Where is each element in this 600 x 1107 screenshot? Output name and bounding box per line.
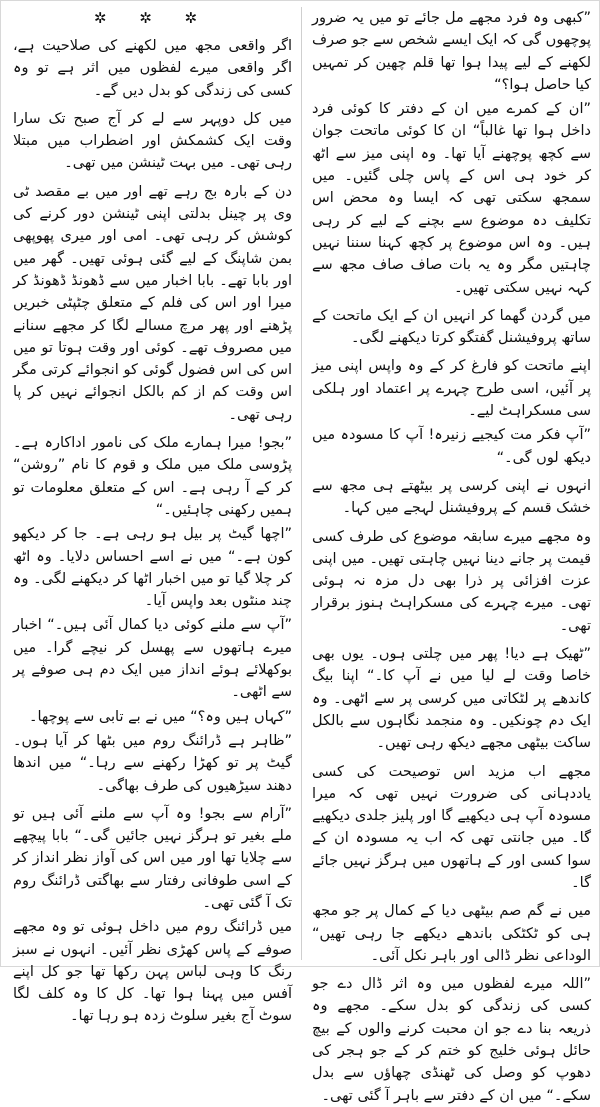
- paragraph: ”کبھی وہ فرد مجھے مل جائے تو میں یہ ضرور پوچھوں گی کہ ایک ایسے شخص سے جو صرف لکھنے کے لیے پیدا ہوا تھا قلم چھین کر تمہیں کیا حاصل ہوا؟“: [312, 10, 591, 93]
- left-column: [7, 1, 298, 1025]
- paragraph: ”آپ سے ملنے کوئی دیا کمال آئی ہیں۔“ اخبار میرے ہاتھوں سے پھسل کر نیچے گرا۔ میں بوکھلائے ہوئے انداز میں ایک دم ہی صوفے پر سے اٹھی۔: [13, 617, 292, 701]
- paragraph: میں کل دوپہر سے لے کر آج صبح تک سارا وقت ایک کشمکش اور اضطراب میں مبتلا رہی تھی۔ میں بہت ٹینشن میں تھی۔: [13, 110, 292, 172]
- paragraph: ”کہاں ہیں وہ؟“ میں نے بے تابی سے پوچھا۔: [28, 708, 292, 725]
- paragraph: انہوں نے اپنی کرسی پر بیٹھتے ہی مجھ سے خشک قسم کے پروفیشنل لہجے میں کہا۔: [312, 477, 591, 517]
- paragraph: میں گردن گھما کر انہیں ان کے ایک ماتحت کے ساتھ پروفیشنل گفتگو کرتا دیکھنے لگی۔: [312, 307, 591, 347]
- paragraph: میں ڈرائنگ روم میں داخل ہوئی تو وہ مجھے صوفے کے پاس کھڑی نظر آئیں۔ انہوں نے سبز رنگ کا وہی لباس پہن رکھا تھا جو کل اپنے آفس میں پہنا ہوا تھا۔ کل کا وہ کلف لگا سوٹ آج بغیر سلوٹ زدہ ہو رہا تھا۔: [13, 919, 292, 1025]
- paragraph: اگر واقعی مجھ میں لکھنے کی صلاحیت ہے، اگر واقعی میرے لفظوں میں اثر ہے تو وہ کسی کی زندگی کو بدل دیں گے۔: [13, 38, 292, 99]
- paragraph: ”ان کے کمرے میں ان کے دفتر کا کوئی فرد داخل ہوا تھا غالباً“ ان کا کوئی ماتحت جوان سے کچھ پوچھنے آیا تھا۔ وہ اپنی میز سے اٹھ کر خود ہی اس کے پاس چلی گئیں۔ میں سمجھ سکتی تھی کہ ایسا وہ محض اس تکلیف دہ موضوع سے بچنے کے لیے کر رہی ہیں۔ وہ اس موضوع پر کچھ کہنا سننا نہیں چاہتیں مگر وہ یہ بات صاف صاف مجھ سے کہہ نہیں سکتی تھیں۔: [312, 101, 591, 296]
- paragraph: ”اچھا گیٹ پر بیل ہو رہی ہے۔ جا کر دیکھو کون ہے۔“ میں نے اسے احساس دلایا۔ وہ اٹھ کر چلا گیا تو میں اخبار اٹھا کر دیکھنے لگی۔ وہ چند منٹوں بعد واپس آیا۔: [13, 526, 292, 610]
- section-separator-stars: ✲ ✲ ✲: [93, 9, 212, 27]
- paragraph: ”اللہ میرے لفظوں میں وہ اثر ڈال دے جو کسی کی زندگی کو بدل سکے۔ مجھے وہ ذریعہ بنا دے جو ان محبت کرنے والوں کے بیچ حائل ہوئی خلیج کو ختم کر کے جو ہجر کی دھوپ کو وصل کی ٹھنڈی چھاؤں سے بدل سکے۔“ میں ان کے دفتر سے باہر آ گئی تھی۔: [312, 976, 591, 1104]
- paragraph: وہ مجھے میرے سابقہ موضوع کی طرف کسی قیمت پر جانے دینا نہیں چاہتی تھیں۔ میں اپنی عزت افزائی پر ذرا بھی دل مزہ نہ ہوئی تھی۔ میرے چہرے کی مسکراہٹ ہنوز برقرار تھی۔: [312, 528, 591, 634]
- paragraph: ”ٹھیک ہے دیا! پھر میں چلتی ہوں۔ یوں بھی خاصا وقت لے لیا میں نے آپ کا۔“ اپنا بیگ کاندھے پر لٹکاتی میں کرسی پر سے اٹھی۔ وہ ایک دم چونکیں۔ وہ منجمد نگاہوں سے بالکل ساکت بیٹھی مجھے دیکھ رہی تھیں۔: [312, 646, 591, 752]
- paragraph: اپنے ماتحت کو فارغ کر کے وہ واپس اپنی میز پر آئیں، اسی طرح چہرے پر اعتماد اور ہلکی سی مسکراہٹ لیے۔: [312, 358, 591, 420]
- paragraph: میں نے گم صم بیٹھی دیا کے کمال پر جو مجھ ہی کو ٹکٹکی باندھے دیکھے جا رہی تھیں“ الوداعی نظر ڈالی اور باہر نکل آئی۔: [312, 903, 591, 964]
- column-divider: [301, 7, 302, 960]
- right-column: [306, 1, 597, 1104]
- paragraph: ”آپ فکر مت کیجیے زنیرہ! آپ کا مسودہ میں دیکھ لوں گی۔“: [312, 427, 591, 466]
- paragraph: مجھے اب مزید اس توصیحت کی کسی یاددہانی کی ضرورت نہیں تھی کہ میرا مسودہ آپ ہی دیکھیے گا اور پلیز جلدی دیکھیے گا۔ میں جانتی تھی کہ اب یہ مسودہ ان کے سوا کسی اور کے ہاتھوں میں ہرگز نہیں جائے گا۔: [312, 763, 591, 891]
- paragraph: ”بجو! میرا ہمارے ملک کی نامور اداکارہ ہے۔ پڑوسی ملک میں ملک و قوم کا نام ”روشن“ کر کے آ رہی ہے۔ اس کے متعلق معلومات تو ہمیں رکھنی چاہئیں۔“: [13, 435, 292, 518]
- paragraph: ”آرام سے بجو! وہ آپ سے ملنے آئی ہیں تو ملے بغیر تو ہرگز نہیں جائیں گی۔“ بابا پیچھے سے چلایا تھا اور میں اس کی آواز نظر انداز کر کے اسی طوفانی رفتار سے بھاگتی ڈرائنگ روم تک آ گئی تھی۔: [13, 805, 292, 911]
- paragraph: دن کے بارہ بج رہے تھے اور میں بے مقصد ٹی وی پر چینل بدلتی اپنی ٹینشن دور کرنے کی کوشش کر رہی تھی۔ امی اور میری پھوپھی بمن شاپنگ کے لیے گئی ہوئی تھیں۔ گھر میں اور بابا تھے۔ بابا اخبار میں سے ڈھونڈ ڈھونڈ کر میرا اور اس کی فلم کے متعلق چٹپٹی خبریں پڑھنے اور پھر مرچ مسالے لگا کر مجھے سنانے میں مصروف تھے۔ کوئی اور وقت ہوتا تو میں اس کی اس فضول گوئی کو انجوائے کرتی مگر اس وقت کم از کم بالکل انجوائے نہیں کر پا رہی تھی۔: [13, 183, 292, 423]
- paragraph: ”ظاہر ہے ڈرائنگ روم میں بٹھا کر آیا ہوں۔ گیٹ پر تو کھڑا رکھنے سے رہا۔“ میں اندھا دھند سیڑھیوں کی طرف بھاگی۔: [13, 732, 292, 794]
